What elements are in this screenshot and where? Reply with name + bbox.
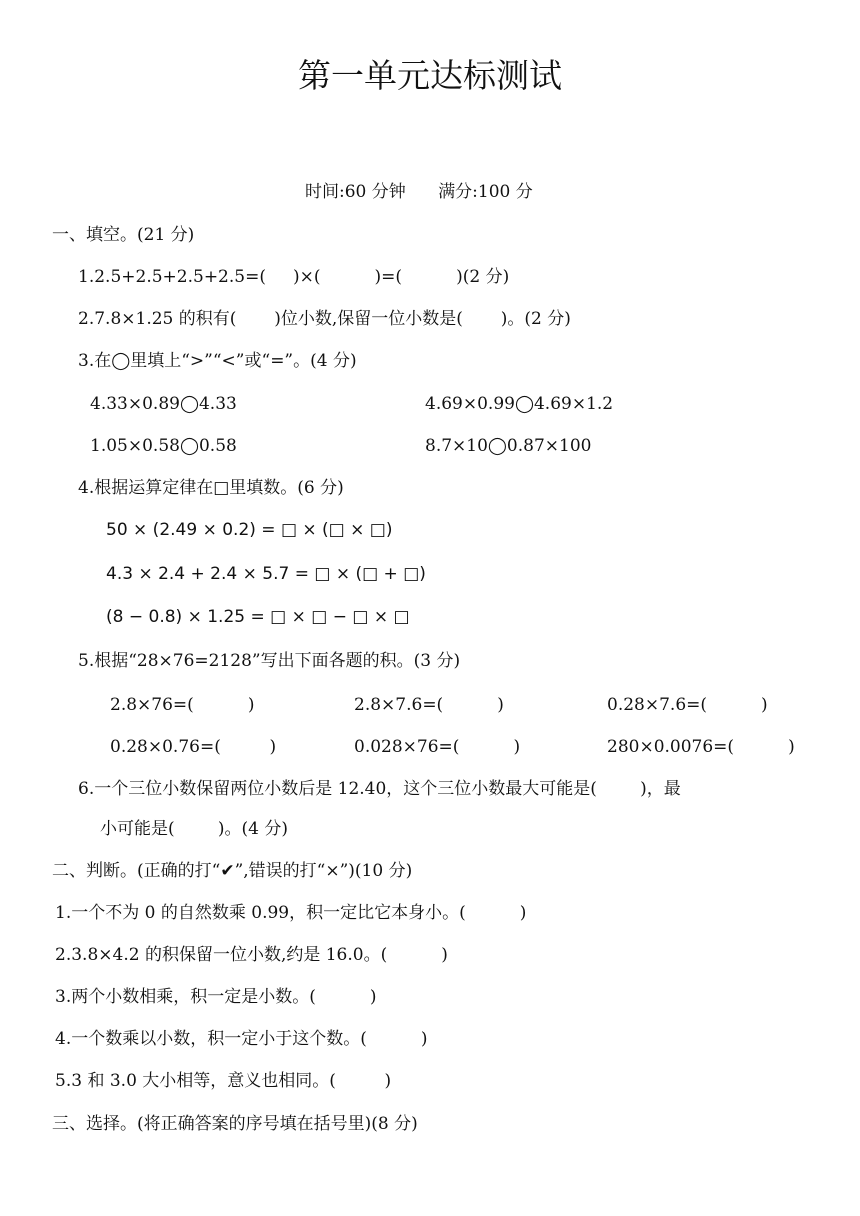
equation-item: 50 × (2.49 × 0.2) = □ × (□ × □) <box>106 520 393 540</box>
compare-item: 8.7×10◯0.87×100 <box>425 436 592 456</box>
judge-item: 1.一个不为 0 的自然数乘 0.99，积一定比它本身小。( ) <box>55 903 527 923</box>
product-item: 0.28×0.76=( ) <box>110 737 277 757</box>
equation-item: (8 − 0.8) × 1.25 = □ × □ − □ × □ <box>106 607 410 627</box>
compare-item: 4.33×0.89◯4.33 <box>90 394 237 414</box>
judge-item: 2.3.8×4.2 的积保留一位小数,约是 16.0。( ) <box>55 945 448 965</box>
exam-meta: 时间:60 分钟 满分:100 分 <box>305 182 533 202</box>
compare-item: 1.05×0.58◯0.58 <box>90 436 237 456</box>
product-item: 280×0.0076=( ) <box>607 737 795 757</box>
question-1-4: 4.根据运算定律在□里填数。(6 分) <box>78 478 344 498</box>
question-1-6-continued: 小可能是( )。(4 分) <box>100 819 288 839</box>
judge-item: 5.3 和 3.0 大小相等，意义也相同。( ) <box>55 1071 392 1091</box>
section-2-heading: 二、判断。(正确的打“✔”,错误的打“×”)(10 分) <box>52 861 413 881</box>
compare-item: 4.69×0.99◯4.69×1.2 <box>425 394 614 414</box>
question-1-1: 1.2.5+2.5+2.5+2.5=( )×( )=( )(2 分) <box>78 267 510 287</box>
section-3-heading: 三、选择。(将正确答案的序号填在括号里)(8 分) <box>52 1114 418 1134</box>
question-1-5: 5.根据“28×76=2128”写出下面各题的积。(3 分) <box>78 651 461 671</box>
judge-item: 4.一个数乘以小数，积一定小于这个数。( ) <box>55 1029 428 1049</box>
product-item: 2.8×76=( ) <box>110 695 255 715</box>
product-item: 0.28×7.6=( ) <box>607 695 768 715</box>
judge-item: 3.两个小数相乘，积一定是小数。( ) <box>55 987 377 1007</box>
section-1-heading: 一、填空。(21 分) <box>52 225 195 245</box>
question-1-6: 6.一个三位小数保留两位小数后是 12.40，这个三位小数最大可能是( )，最 <box>78 779 681 799</box>
question-1-2: 2.7.8×1.25 的积有( )位小数,保留一位小数是( )。(2 分) <box>78 309 571 329</box>
question-1-3: 3.在◯里填上“>”“<”或“=”。(4 分) <box>78 351 357 371</box>
equation-item: 4.3 × 2.4 + 2.4 × 5.7 = □ × (□ + □) <box>106 564 426 584</box>
product-item: 0.028×76=( ) <box>354 737 521 757</box>
product-item: 2.8×7.6=( ) <box>354 695 504 715</box>
page-title: 第一单元达标测试 <box>298 56 562 95</box>
